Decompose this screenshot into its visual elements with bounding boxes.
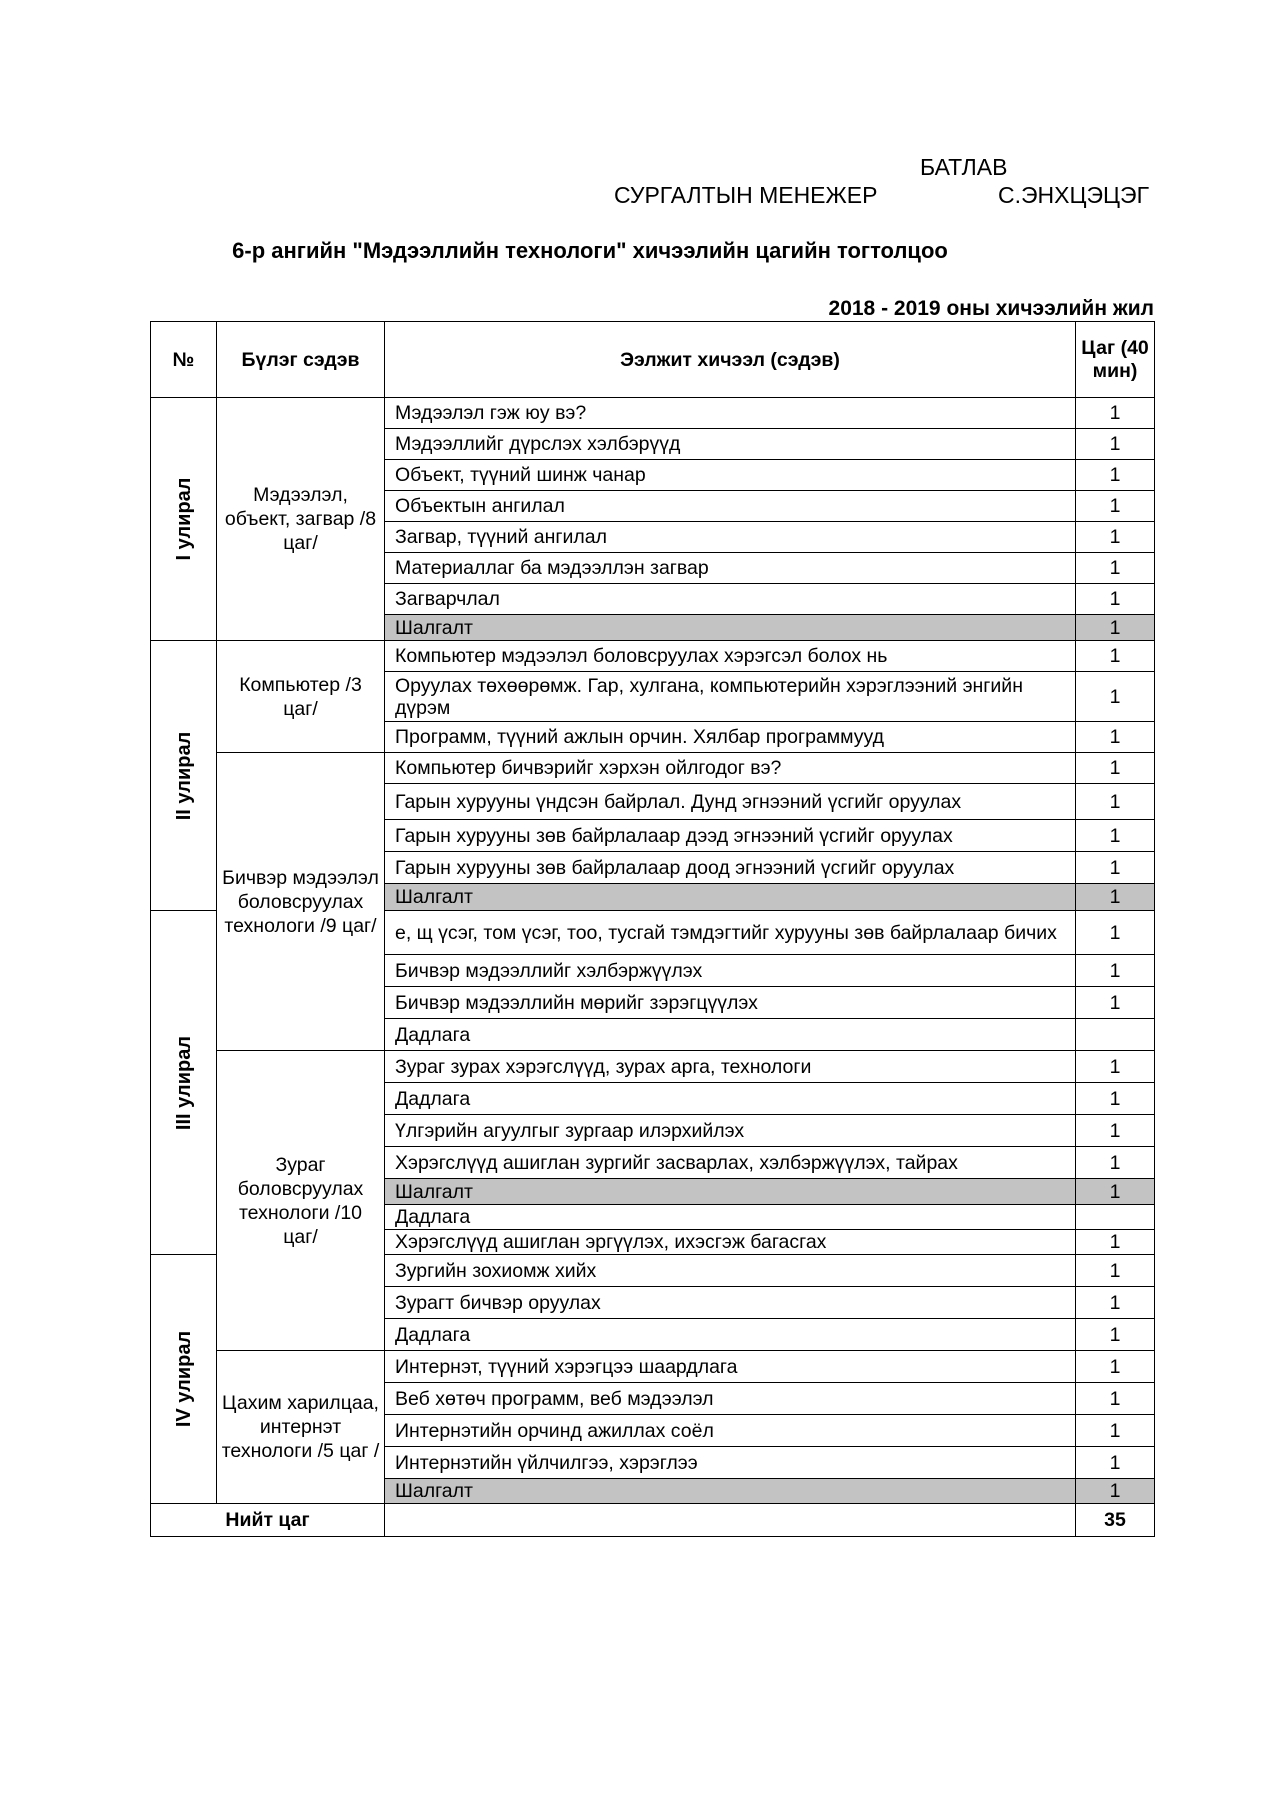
- schedule-body: [151, 398, 1155, 1537]
- hours-cell: 1: [1076, 820, 1155, 852]
- hours-cell: 1: [1076, 1447, 1155, 1479]
- hours-cell: 1: [1076, 1115, 1155, 1147]
- lesson-cell: Мэдээлэл гэж юу вэ?: [385, 398, 1076, 429]
- lesson-cell: Дадлага: [385, 1319, 1076, 1351]
- term-label: III улирал: [172, 1035, 195, 1130]
- hours-cell: 1: [1076, 584, 1155, 615]
- hours-cell: 1: [1076, 955, 1155, 987]
- page-title: 6-р ангийн "Мэдээллийн технологи" хичээлийн цагийн тогтолцоо: [232, 238, 948, 263]
- approval-role: СУРГАЛТЫН МЕНЕЖЕР: [614, 182, 878, 208]
- approval-word: БАТЛАВ: [920, 154, 1008, 180]
- approval-name: С.ЭНХЦЭЦЭГ: [998, 182, 1150, 208]
- table-row: [151, 1351, 1155, 1383]
- lesson-cell: Интернэтийн үйлчилгээ, хэрэглээ: [385, 1447, 1076, 1479]
- lesson-cell: Үлгэрийн агуулгыг зургаар илэрхийлэх: [385, 1115, 1076, 1147]
- lesson-cell: Интернэт, түүний хэрэгцээ шаардлага: [385, 1351, 1076, 1383]
- term-label: II улирал: [172, 731, 195, 820]
- chapter-cell: Компьютер /3 цаг/: [217, 641, 385, 753]
- chapter-cell: Мэдээлэл, объект, загвар /8 цаг/: [217, 398, 385, 641]
- total-label: Нийт цаг: [151, 1504, 385, 1537]
- lesson-cell: Дадлага: [385, 1205, 1076, 1230]
- hours-cell: 1: [1076, 1179, 1155, 1205]
- total-row: [151, 1504, 1155, 1537]
- lesson-cell: Компьютер мэдээлэл боловсруулах хэрэгсэл болох нь: [385, 641, 1076, 672]
- table-row: [151, 753, 1155, 784]
- hours-cell: 1: [1076, 784, 1155, 820]
- hours-cell: 1: [1076, 1383, 1155, 1415]
- hours-cell: 1: [1076, 1255, 1155, 1287]
- school-year: 2018 - 2019 оны хичээлийн жил: [828, 297, 1154, 320]
- hours-cell: 1: [1076, 911, 1155, 955]
- hours-cell: 1: [1076, 1319, 1155, 1351]
- lesson-cell: Шалгалт: [385, 1479, 1076, 1504]
- hours-cell: 1: [1076, 1051, 1155, 1083]
- hours-cell: 1: [1076, 460, 1155, 491]
- hours-cell: 1: [1076, 1287, 1155, 1319]
- schedule-table: [150, 321, 1155, 1537]
- hours-cell: 1: [1076, 987, 1155, 1019]
- lesson-cell: Хэрэгслүүд ашиглан зургийг засварлах, хэлбэржүүлэх, тайрах: [385, 1147, 1076, 1179]
- table-row: [151, 398, 1155, 429]
- hours-cell: 1: [1076, 553, 1155, 584]
- lesson-cell: Объектын ангилал: [385, 491, 1076, 522]
- term-cell: [151, 641, 217, 911]
- term-cell: [151, 398, 217, 641]
- total-blank: [385, 1504, 1076, 1537]
- term-cell: [151, 911, 217, 1255]
- hours-cell: 1: [1076, 641, 1155, 672]
- term-cell: [151, 1255, 217, 1504]
- header-chapter: Бүлэг сэдэв: [217, 322, 385, 398]
- lesson-cell: Мэдээллийг дүрслэх хэлбэрүүд: [385, 429, 1076, 460]
- hours-cell: 1: [1076, 672, 1155, 722]
- lesson-cell: Загвар, түүний ангилал: [385, 522, 1076, 553]
- lesson-cell: Зурагт бичвэр оруулах: [385, 1287, 1076, 1319]
- hours-cell: [1076, 1205, 1155, 1230]
- hours-cell: 1: [1076, 1083, 1155, 1115]
- term-label: IV улирал: [172, 1330, 195, 1428]
- lesson-cell: Шалгалт: [385, 615, 1076, 641]
- lesson-cell: Зураг зурах хэрэгслүүд, зурах арга, технологи: [385, 1051, 1076, 1083]
- hours-cell: 1: [1076, 852, 1155, 884]
- chapter-cell: Зураг боловсруулах технологи /10 цаг/: [217, 1051, 385, 1351]
- table-row: [151, 1051, 1155, 1083]
- hours-cell: 1: [1076, 1479, 1155, 1504]
- hours-cell: 1: [1076, 522, 1155, 553]
- lesson-cell: е, щ үсэг, том үсэг, тоо, тусгай тэмдэгтийг хурууны зөв байрлалаар бичих: [385, 911, 1076, 955]
- lesson-cell: Веб хөтөч программ, веб мэдээлэл: [385, 1383, 1076, 1415]
- chapter-cell: Цахим харилцаа, интернэт технологи /5 цаг /: [217, 1351, 385, 1504]
- lesson-cell: Гарын хурууны зөв байрлалаар доод эгнээний үсгийг оруулах: [385, 852, 1076, 884]
- hours-cell: 1: [1076, 884, 1155, 911]
- hours-cell: [1076, 1019, 1155, 1051]
- hours-cell: 1: [1076, 398, 1155, 429]
- lesson-cell: Компьютер бичвэрийг хэрхэн ойлгодог вэ?: [385, 753, 1076, 784]
- hours-cell: 1: [1076, 722, 1155, 753]
- lesson-cell: Гарын хурууны зөв байрлалаар дээд эгнээний үсгийг оруулах: [385, 820, 1076, 852]
- table-row: [151, 641, 1155, 672]
- chapter-cell: Бичвэр мэдээлэл боловсруулах технологи /9 цаг/: [217, 753, 385, 1051]
- hours-cell: 1: [1076, 1230, 1155, 1255]
- header-hours: Цаг (40 мин): [1076, 322, 1155, 398]
- lesson-cell: Дадлага: [385, 1019, 1076, 1051]
- hours-cell: 1: [1076, 1351, 1155, 1383]
- lesson-cell: Загварчлал: [385, 584, 1076, 615]
- hours-cell: 1: [1076, 1415, 1155, 1447]
- lesson-cell: Шалгалт: [385, 1179, 1076, 1205]
- lesson-cell: Бичвэр мэдээллийг хэлбэржүүлэх: [385, 955, 1076, 987]
- lesson-cell: Интернэтийн орчинд ажиллах соёл: [385, 1415, 1076, 1447]
- lesson-cell: Гарын хурууны үндсэн байрлал. Дунд эгнээний үсгийг оруулах: [385, 784, 1076, 820]
- hours-cell: 1: [1076, 615, 1155, 641]
- header-no: №: [151, 322, 217, 398]
- term-label: I улирал: [172, 477, 195, 561]
- lesson-cell: Зургийн зохиомж хийх: [385, 1255, 1076, 1287]
- lesson-cell: Материаллаг ба мэдээллэн загвар: [385, 553, 1076, 584]
- header-lesson: Ээлжит хичээл (сэдэв): [385, 322, 1076, 398]
- lesson-cell: Хэрэгслүүд ашиглан эргүүлэх, ихэсгэж багасгах: [385, 1230, 1076, 1255]
- lesson-cell: Бичвэр мэдээллийн мөрийг зэрэгцүүлэх: [385, 987, 1076, 1019]
- lesson-cell: Программ, түүний ажлын орчин. Хялбар программууд: [385, 722, 1076, 753]
- total-hours: 35: [1076, 1504, 1155, 1537]
- lesson-cell: Шалгалт: [385, 884, 1076, 911]
- hours-cell: 1: [1076, 491, 1155, 522]
- lesson-cell: Дадлага: [385, 1083, 1076, 1115]
- hours-cell: 1: [1076, 1147, 1155, 1179]
- hours-cell: 1: [1076, 753, 1155, 784]
- schedule-table-wrapper: [150, 321, 1154, 1537]
- lesson-cell: Объект, түүний шинж чанар: [385, 460, 1076, 491]
- lesson-cell: Оруулах төхөөрөмж. Гар, хулгана, компьютерийн хэрэглээний энгийн дүрэм: [385, 672, 1076, 722]
- hours-cell: 1: [1076, 429, 1155, 460]
